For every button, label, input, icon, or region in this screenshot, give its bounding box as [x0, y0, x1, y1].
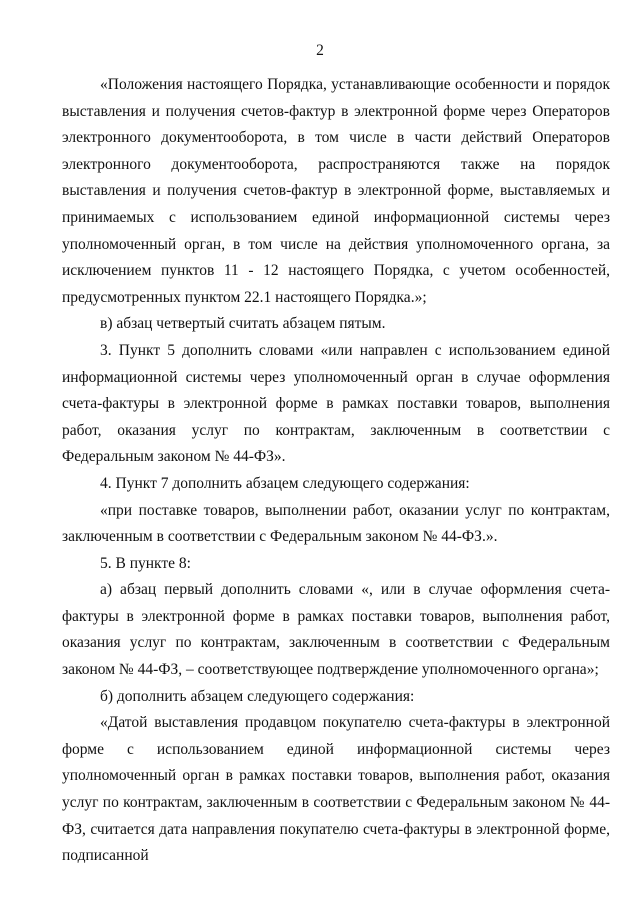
paragraph-point-5: 5. В пункте 8:: [100, 554, 191, 572]
paragraph-quoted-provisions: «Положения настоящего Порядка, устанавливающие особенности и порядок выставления и получения счетов-фактур в электронной форме через Операторов электронного документооборота, в том числе в части действий Операторов электронного документооборота, распространяются также на порядок выставления и получения счетов-фактур в электронной форме, выставляемых и принимаемых с использованием единой информационной системы через уполномоченный орган, в том числе на действия уполномоченного органа, за исключением пунктов 11 - 12 настоящего Порядка, с учетом особенностей, предусмотренных пунктом 22.1 настоящего Порядка.»;: [62, 76, 610, 306]
page-number: 2: [316, 42, 324, 59]
paragraph-point-4-quote: «при поставке товаров, выполнении работ, оказании услуг по контрактам, заключенным в соответствии с Федеральным законом № 44-ФЗ.».: [62, 501, 610, 546]
paragraph-item-b-quote: «Датой выставления продавцом покупателю счета-фактуры в электронной форме с использованием единой информационной системы через уполномоченный орган в рамках поставки товаров, выполнения работ, оказания услуг по контрактам, заключенным в соответствии с Федеральным законом № 44-ФЗ, считается дата направления покупателю счета-фактуры в электронной форме, подписанной: [62, 714, 610, 865]
document-body: [62, 72, 610, 870]
paragraph-item-v: в) абзац четвертый считать абзацем пятым.: [100, 315, 386, 333]
paragraph-item-b: б) дополнить абзацем следующего содержания:: [100, 687, 415, 705]
paragraph-point-4: 4. Пункт 7 дополнить абзацем следующего содержания:: [100, 474, 470, 492]
paragraph-point-3: 3. Пункт 5 дополнить словами «или направлен с использованием единой информационной системы через уполномоченный орган в случае оформления счета-фактуры в электронной форме в рамках поставки товаров, выполнения работ, оказания услуг по контрактам, заключенным в соответствии с Федеральным законом № 44-ФЗ».: [62, 341, 610, 466]
paragraph-item-a: а) абзац первый дополнить словами «, или в случае оформления счета-фактуры в электронной форме в рамках поставки товаров, выполнения работ, оказания услуг по контрактам, заключенным в соответствии с Федеральным законом № 44-ФЗ, – соответствующее подтверждение уполномоченного органа»;: [62, 581, 610, 679]
